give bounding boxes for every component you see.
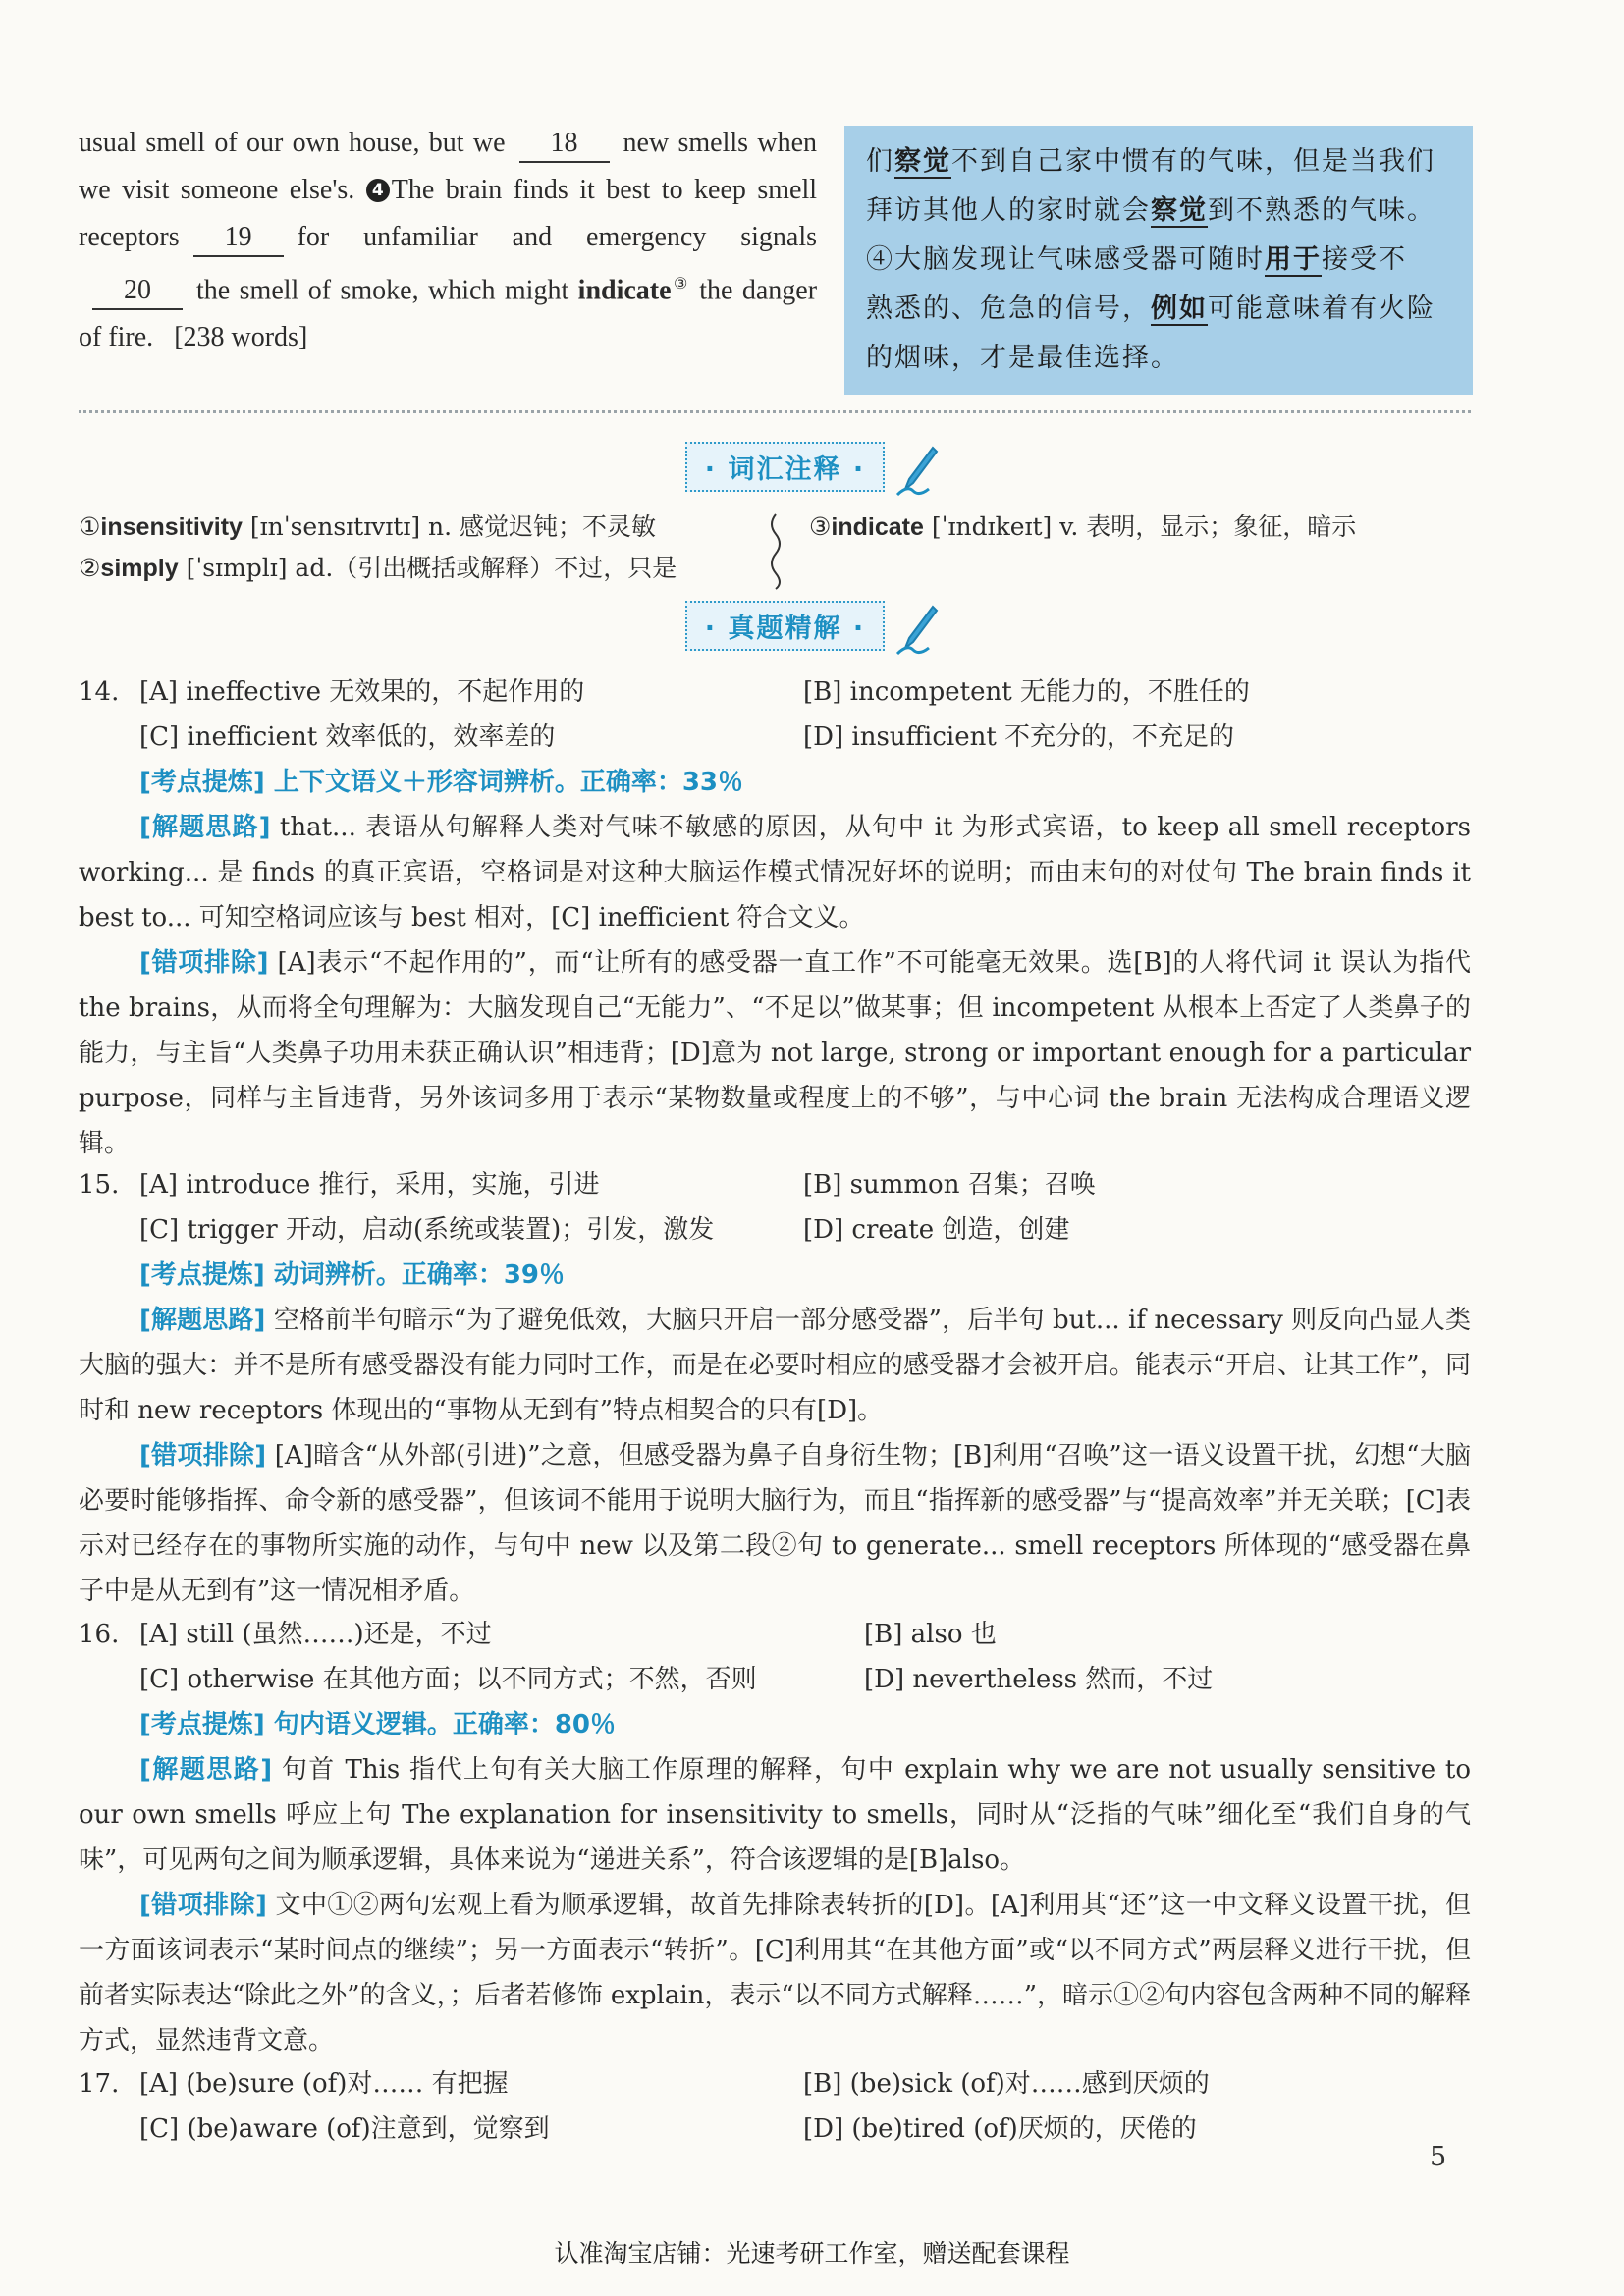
passage-text: to keep smell receptors xyxy=(79,175,818,252)
vocab-section-header xyxy=(0,442,1624,503)
option-b: [B] also 也 xyxy=(864,1620,997,1649)
passage-text: the danger of fire. xyxy=(79,275,818,353)
passage-text: when we visit someone else's. xyxy=(79,128,817,205)
question-number: 17. xyxy=(79,2069,120,2099)
translation-box xyxy=(844,126,1473,395)
translation-line: 熟悉的、危急的信号，例如可能意味着有火险 xyxy=(866,294,1435,324)
option-c: [C] inefficient 效率低的，效率差的 xyxy=(139,722,556,752)
passage-text: new smells xyxy=(623,128,749,158)
key-point: [考点提炼] 句内语义逻辑。正确率：80％ xyxy=(139,1710,617,1739)
passage-excerpt xyxy=(79,120,817,361)
word-count: [238 words] xyxy=(174,322,308,353)
question-number: 15. xyxy=(79,1170,120,1200)
passage-text: the smell of smoke, which xyxy=(196,275,496,306)
wavy-divider xyxy=(766,512,785,595)
option-d: [D] insufficient 不充分的，不充足的 xyxy=(803,722,1235,752)
wrong-option-analysis: [错项排除] [A]暗含“从外部(引进)”之意，但感受器为鼻子自身衍生物；[B]利用“召唤”这一语义设置干扰，幻想“大脑必要时能够指挥、命令新的感受器”，但该词不能用于说明大脑行为，而且“指挥新的感受器”与“提高效率”并无关联；[C]表示对已经存在的事物所实施的动作，与句中 new 以及第二段②句 to generate... smell receptors 所体现的“感受器在鼻子中是从无到有”这一情况相矛盾。 xyxy=(79,1441,1471,1606)
option-c: [C] otherwise 在其他方面；以不同方式；不然，否则 xyxy=(139,1665,757,1694)
blank-19: 19 xyxy=(193,220,284,257)
analysis-section-header xyxy=(0,601,1624,662)
page-number: 5 xyxy=(1430,2142,1447,2172)
translation-line: 的烟味，才是最佳选择。 xyxy=(866,343,1179,373)
option-d: [D] nevertheless 然而，不过 xyxy=(864,1665,1214,1694)
divider xyxy=(79,410,1471,413)
wrong-option-analysis: [错项排除] 文中①②两句宏观上看为顺承逻辑，故首先排除表转折的[D]。[A]利用其“还”这一中文释义设置干扰，但一方面该词表示“某时间点的继续”；另一方面表示“转折”。[C]利用其“在其他方面”或“以不同方式”两层释义进行干扰，但前者实际表达“除此之外”的含义，；后者若修饰 explain，表示“以不同方式解释……”，暗示①②句内容包含两种不同的解释方式，显然违背文意。 xyxy=(79,1891,1472,2056)
vocab-item: ③indicate [ˈɪndɪkeɪt] v. 表明，显示；象征，暗示 xyxy=(809,512,1357,541)
passage-text: emergency signals xyxy=(586,222,818,252)
key-point: [考点提炼] 上下文语义＋形容词辨析。正确率：33％ xyxy=(139,768,744,797)
key-point: [考点提炼] 动词辨析。正确率：39％ xyxy=(139,1260,566,1290)
vocab-highlight: indicate xyxy=(577,275,672,306)
option-a: [A] introduce 推行，采用，实施，引进 xyxy=(139,1170,600,1200)
sentence-marker-4: 4 xyxy=(366,179,390,202)
passage-text: usual smell of our own house, but we xyxy=(79,128,506,158)
question-number: 16. xyxy=(79,1620,120,1649)
footer-note: 认准淘宝店铺：光速考研工作室，赠送配套课程 xyxy=(554,2239,1070,2268)
vocab-item: ②simply [ˈsɪmplɪ] ad.（引出概括或解释）不过，只是 xyxy=(79,554,677,582)
blank-20: 20 xyxy=(92,273,183,310)
option-c: [C] trigger 开动，启动(系统或装置)；引发，激发 xyxy=(139,1215,715,1245)
option-d: [D] create 创造，创建 xyxy=(803,1215,1070,1245)
section-title: · 真题精解 · xyxy=(685,601,885,651)
pen-icon xyxy=(895,605,939,662)
option-b: [B] (be)sick (of)对……感到厌烦的 xyxy=(803,2069,1210,2099)
solution-reasoning: [解题思路] 空格前半句暗示“为了避免低效，大脑只开启一部分感受器”，后半句 but... if necessary 则反向凸显人类大脑的强大：并不是所有感受器没有能力同时工作，而是在必要时相应的感受器才会被开启。能表示“开启、让其工作”，同时和 new receptors 体现出的“事物从无到有”特点相契合的只有[D]。 xyxy=(79,1306,1471,1425)
question-number: 14. xyxy=(79,677,120,707)
footnote-marker: ③ xyxy=(671,276,690,293)
translation-line: 们察觉不到自己家中惯有的气味，但是当我们 xyxy=(866,146,1435,177)
wrong-option-analysis: [错项排除] [A]表示“不起作用的”，而“让所有的感受器一直工作”不可能毫无效果。选[B]的人将代词 it 误认为指代 the brains，从而将全句理解为：大脑发现自己“无能力”、“不足以”做某事；但 incompetent 从根本上否定了人类鼻子的能力，与主旨“人类鼻子功用未获正确认识”相违背；[D]意为 not large, strong or important enough for a particular purpose，同样与主旨违背，另外该词多用于表示“某物数量或程度上的不够”，与中心词 the brain 无法构成合理语义逻辑。 xyxy=(79,948,1471,1158)
option-a: [A] ineffective 无效果的，不起作用的 xyxy=(139,677,585,707)
option-b: [B] incompetent 无能力的，不胜任的 xyxy=(803,677,1250,707)
passage-text: for unfamiliar and xyxy=(297,222,553,252)
translation-line: ④大脑发现让气味感受器可随时用于接受不 xyxy=(866,244,1407,275)
option-d: [D] (be)tired (of)厌烦的，厌倦的 xyxy=(803,2114,1197,2144)
solution-reasoning: [解题思路] 句首 This 指代上句有关大脑工作原理的解释，句中 explain why we are not usually sensitive to our own smells 呼应上句 The explanation for insensitivity to smells，同时从“泛指的气味”细化至“我们自身的气味”，可见两句之间为顺承逻辑，具体来说为“递进关系”，符合该逻辑的是[B]also。 xyxy=(79,1755,1471,1875)
option-a: [A] (be)sure (of)对…… 有把握 xyxy=(139,2069,509,2099)
option-c: [C] (be)aware (of)注意到，觉察到 xyxy=(139,2114,550,2144)
section-title: · 词汇注释 · xyxy=(685,442,885,492)
translation-line: 拜访其他人的家时就会察觉到不熟悉的气味。 xyxy=(866,195,1435,226)
pen-icon xyxy=(895,446,939,503)
passage-text: might xyxy=(504,275,569,306)
passage-text: The brain finds it best xyxy=(391,175,651,205)
option-a: [A] still (虽然……)还是，不过 xyxy=(139,1620,492,1649)
solution-reasoning: [解题思路] that... 表语从句解释人类对气味不敏感的原因，从句中 it 为形式宾语，to keep all smell receptors working... 是 finds 的真正宾语，空格词是对这种大脑运作模式情况好坏的说明；而由末句的对仗句 The brain finds it best to... 可知空格词应该与 best 相对，[C] inefficient 符合文义。 xyxy=(79,813,1471,933)
vocab-item: ①insensitivity [ɪnˈsensɪtɪvɪtɪ] n. 感觉迟钝；不灵敏 xyxy=(79,512,657,541)
blank-18: 18 xyxy=(519,126,610,163)
option-b: [B] summon 召集；召唤 xyxy=(803,1170,1096,1200)
